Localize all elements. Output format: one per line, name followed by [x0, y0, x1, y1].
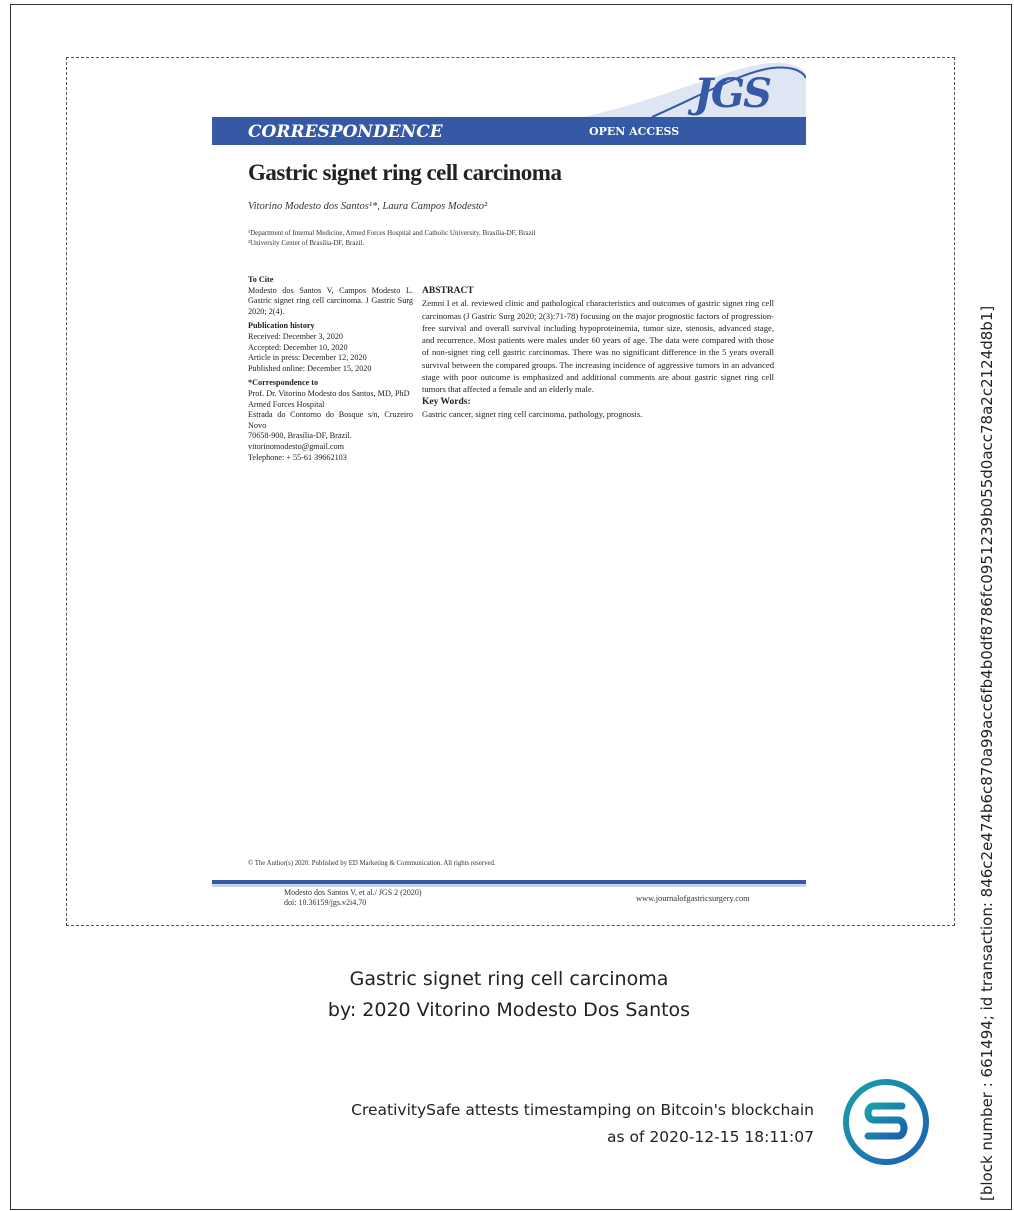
affiliation-1: ¹Department of Internal Medicine, Armed Forces Hospital and Catholic University, Brasília-DF, Brazil: [248, 229, 536, 237]
footer-website: www.journalofgastricsurgery.com: [636, 894, 750, 903]
article-title: Gastric signet ring cell carcinoma: [248, 160, 562, 185]
footer-citation: [284, 888, 422, 908]
attestation-line-1: CreativitySafe attests timestamping on Bitcoin's blockchain: [351, 1101, 814, 1119]
correspondence-name: Prof. Dr. Vitorino Modesto dos Santos, MD, PhD: [248, 388, 410, 398]
to-cite-text: Modesto dos Santos V, Campos Modesto L. Gastric signet ring cell carcinoma. J Gastric Surg 2020; 2(4).: [248, 285, 413, 316]
caption-byline: by: 2020 Vitorino Modesto Dos Santos: [327, 999, 691, 1021]
abstract-column: [422, 285, 774, 420]
abstract-text: Zemni I et al. reviewed clinic and pathological characteristics and outcomes of gastric signet ring cell carcinomas (J Gastric Surg 2020; 2(3):71-78) focusing on the major prognostic factors of progression-free survival and overall survival including hypoproteinemia, tumor size, stenosis, advanced stage, and recurrence. Most patients were males under 60 years of age. The data were compared with those of non-signet ring cell gastric carcinomas. There was no significant difference in the 5 years overall survival between the compared groups. The increasing incidence of aggressive tumors in an advanced stage with poor outcome is emphasized and additional comments are about gastric signet ring cell tumors that affected a female and an elderly male.: [422, 298, 774, 395]
journal-logo: JGS: [694, 70, 770, 117]
sidebar-column: [248, 275, 413, 463]
caption-title: Gastric signet ring cell carcinoma: [349, 968, 669, 990]
correspondence-email: vitorinomodesto@gmail.com: [248, 441, 344, 451]
publication-history-heading: Publication history: [248, 321, 315, 331]
attestation-timestamp: as of 2020-12-15 18:11:07: [607, 1128, 814, 1146]
abstract-heading: ABSTRACT: [422, 286, 474, 296]
in-press-date: Article in press: December 12, 2020: [248, 353, 367, 363]
received-date: Received: December 3, 2020: [248, 331, 344, 341]
footer-doi: doi: 10.36159/jgs.v2i4.70: [284, 898, 367, 907]
creativitysafe-logo-icon: [842, 1078, 930, 1166]
open-access-label: OPEN ACCESS: [589, 125, 680, 138]
keywords-text: Gastric cancer, signet ring cell carcinoma, pathology, prognosis.: [422, 408, 643, 419]
correspondence-heading: *Correspondence to: [248, 378, 319, 388]
affiliation-2: ²University Center of Brasília-DF, Brazil.: [248, 239, 365, 247]
footer-citation-line: Modesto dos Santos V, et al./ JGS 2 (2020): [284, 888, 422, 897]
correspondence-phone: Telephone: + 55-61 39662103: [248, 452, 347, 462]
article-authors: Vitorino Modesto dos Santos¹*, Laura Campos Modesto²: [248, 201, 488, 212]
keywords-heading: Key Words:: [422, 396, 471, 407]
copyright-notice: © The Author(s) 2020. Published by ED Marketing & Communication. All rights reserved.: [248, 860, 496, 867]
blockchain-transaction-text: [block number : 661494; id transaction: 846c2e474b6c870a99acc6fb4b0df8786fc0951239b055d0acc78a2c2124d8b1]: [978, 305, 996, 1201]
correspondence-street: Estrada do Contorno do Bosque s/n, Cruzeiro Novo: [248, 410, 413, 430]
to-cite-heading: To Cite: [248, 275, 274, 284]
published-date: Published online: December 15, 2020: [248, 363, 372, 373]
accepted-date: Accepted: December 10, 2020: [248, 342, 348, 352]
correspondence-city: 70658-900, Brasília-DF, Brazil.: [248, 431, 352, 441]
correspondence-institution: Armed Forces Hospital: [248, 399, 325, 409]
footer-band-light: [212, 884, 806, 887]
document-page: [212, 60, 806, 922]
section-label: CORRESPONDENCE: [248, 122, 443, 142]
